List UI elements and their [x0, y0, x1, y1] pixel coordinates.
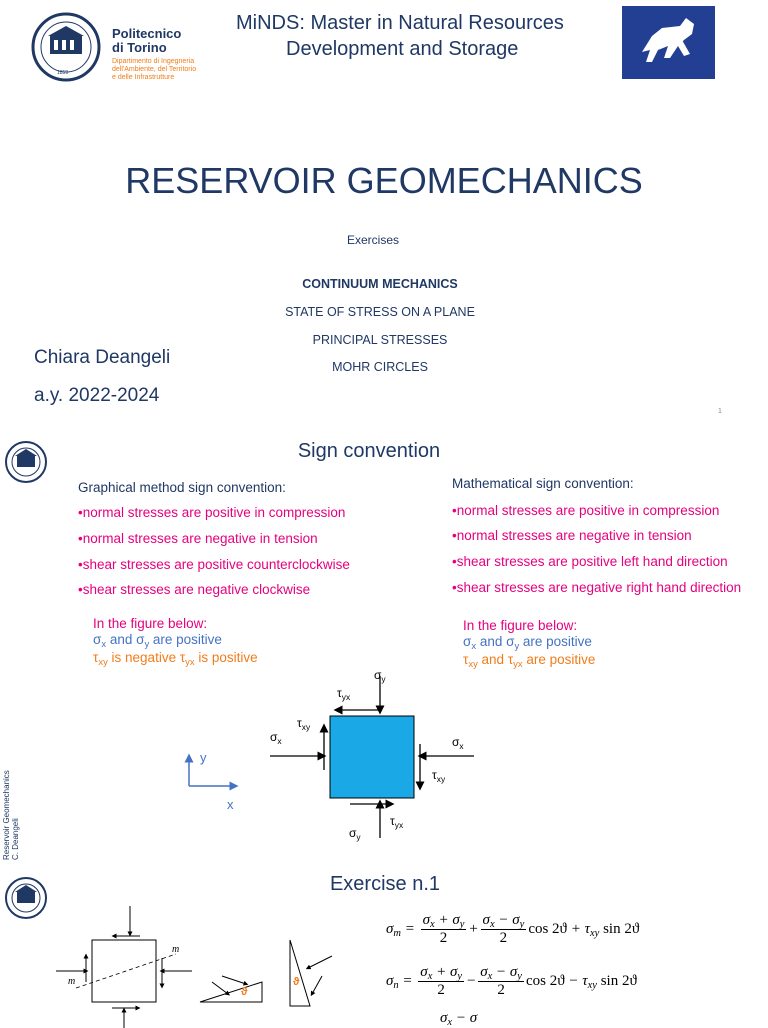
- label-m-left: m: [68, 976, 76, 987]
- and-word: and: [477, 652, 508, 667]
- label-tau-yx-top: $\tau_{yx}$: [337, 686, 351, 702]
- sub-x: x: [471, 641, 477, 652]
- is-negative-text: is negative: [107, 650, 180, 665]
- and-word: and: [106, 632, 137, 647]
- formula-partial: $\sigma_x - \sigma$: [440, 1010, 478, 1028]
- axis-x-label: x: [227, 797, 234, 812]
- mathematical-figure-note: In the figure below:: [463, 618, 578, 633]
- polito-logo: [30, 12, 230, 82]
- tau-symbol: τ: [93, 650, 99, 665]
- sub-yx: yx: [185, 657, 195, 668]
- mathematical-item-4: •shear stresses are negative right hand direction: [452, 580, 742, 595]
- sigma-symbol: σ: [463, 634, 472, 649]
- subtitle: Exercises: [346, 233, 399, 247]
- sub-y: y: [514, 641, 520, 652]
- is-positive-text: is positive: [194, 650, 258, 665]
- sub-x: x: [101, 639, 107, 650]
- tau-symbol: τ: [463, 652, 469, 667]
- topic-3: PRINCIPAL STRESSES: [312, 333, 448, 347]
- author-name: Chiara Deangeli: [34, 347, 171, 368]
- program-title-line1: MiNDS: Master in Natural Resources: [236, 12, 564, 34]
- label-tau-xy-left: $\tau_{xy}$: [297, 716, 311, 732]
- mathematical-heading: Mathematical sign convention:: [452, 476, 634, 491]
- polito-dept-2: dell'Ambiente, del Territorio: [112, 66, 197, 73]
- polito-dept-3: e delle Infrastrutture: [112, 74, 175, 81]
- mathematical-item-1: •normal stresses are positive in compression: [452, 503, 720, 518]
- formula-sigma-n: $\sigma_n$ = $\frac{\sigma_x + \sigma_y}{2}$ − $\frac{\sigma_x - \sigma_y}{2}$ $\cos 2ϑ - \tau_{xy}$ sin 2ϑ: [386, 964, 637, 998]
- graphical-item-4: •shear stresses are negative clockwise: [78, 582, 311, 597]
- mathematical-shear-note: [463, 652, 596, 670]
- stress-element-diagram: [260, 660, 480, 855]
- are-positive-text: are positive: [522, 652, 596, 667]
- sigma-symbol: σ: [506, 634, 515, 649]
- topic-1: CONTINUUM MECHANICS: [302, 277, 458, 291]
- label-tau-xy-right: $\tau_{xy}$: [432, 768, 446, 784]
- page-number: 1: [718, 408, 722, 415]
- academic-year: a.y. 2022-2024: [34, 385, 160, 406]
- sub-xy: xy: [468, 659, 478, 670]
- sub-xy: xy: [98, 657, 108, 668]
- graphical-figure-note: In the figure below:: [93, 616, 208, 631]
- mathematical-item-3: •shear stresses are positive left hand direction: [452, 554, 728, 569]
- side-label-course: Reservoir Geomechanics: [2, 770, 11, 860]
- exercise-element-diagram: [52, 898, 382, 1028]
- label-sigma-y-top: $\sigma_y$: [374, 668, 386, 684]
- label-tau-yx-bottom: $\tau_{yx}$: [390, 814, 404, 830]
- mathematical-normal-note: [463, 634, 592, 652]
- label-theta-1: ϑ: [241, 986, 248, 998]
- topic-2: STATE OF STRESS ON A PLANE: [285, 305, 475, 319]
- slide-title: Sign convention: [297, 440, 441, 462]
- topic-4: MOHR CIRCLES: [332, 360, 428, 374]
- tau-symbol: τ: [179, 650, 186, 665]
- label-sigma-x-right: $\sigma_x$: [452, 735, 464, 751]
- polito-name-line2: di Torino: [112, 40, 167, 55]
- mathematical-item-2: •normal stresses are negative in tension: [452, 528, 692, 543]
- eni-logo: [622, 6, 715, 79]
- program-title-line2: Development and Storage: [286, 38, 519, 60]
- sub-yx: yx: [513, 659, 523, 670]
- polito-name-line1: Politecnico: [112, 26, 182, 41]
- slide-2: [0, 430, 768, 870]
- label-sigma-x-left: $\sigma_x$: [270, 730, 282, 746]
- label-theta-2: ϑ: [293, 976, 300, 988]
- sigma-symbol: σ: [93, 632, 102, 647]
- graphical-heading: Graphical method sign convention:: [78, 480, 286, 495]
- axis-y-label: y: [200, 750, 207, 765]
- tau-symbol: τ: [507, 652, 514, 667]
- slide-3: [0, 868, 768, 1028]
- and-word: and: [476, 634, 507, 649]
- sub-y: y: [144, 639, 150, 650]
- graphical-item-2: •normal stresses are negative in tension: [78, 531, 318, 546]
- polito-dept-1: Dipartimento di Ingegneria: [112, 58, 195, 65]
- stress-element-square: [330, 716, 414, 798]
- graphical-normal-note: [93, 632, 222, 650]
- label-sigma-y-bottom: $\sigma_y$: [349, 826, 361, 842]
- slide-title: Exercise n.1: [329, 873, 441, 895]
- side-label-author: C. Deangeli: [11, 818, 20, 860]
- are-positive-text: are positive: [519, 634, 592, 649]
- graphical-shear-note: [93, 650, 258, 668]
- course-title: RESERVOIR GEOMECHANICS: [125, 160, 643, 201]
- six-legged-dog-icon: [622, 6, 715, 79]
- polito-year: 1859: [57, 70, 69, 76]
- sigma-symbol: σ: [136, 632, 145, 647]
- label-m-right: m: [172, 944, 180, 955]
- are-positive-text: are positive: [149, 632, 222, 647]
- slide-1: [0, 0, 768, 430]
- graphical-item-1: •normal stresses are positive in compression: [78, 505, 346, 520]
- formula-sigma-m: $\sigma_m$ = $\frac{\sigma_x + \sigma_y}{2}$ + $\frac{\sigma_x - \sigma_y}{2}$ $\cos 2ϑ + \tau_{xy}$ sin 2ϑ: [386, 912, 640, 946]
- graphical-item-3: •shear stresses are positive counterclockwise: [78, 557, 350, 572]
